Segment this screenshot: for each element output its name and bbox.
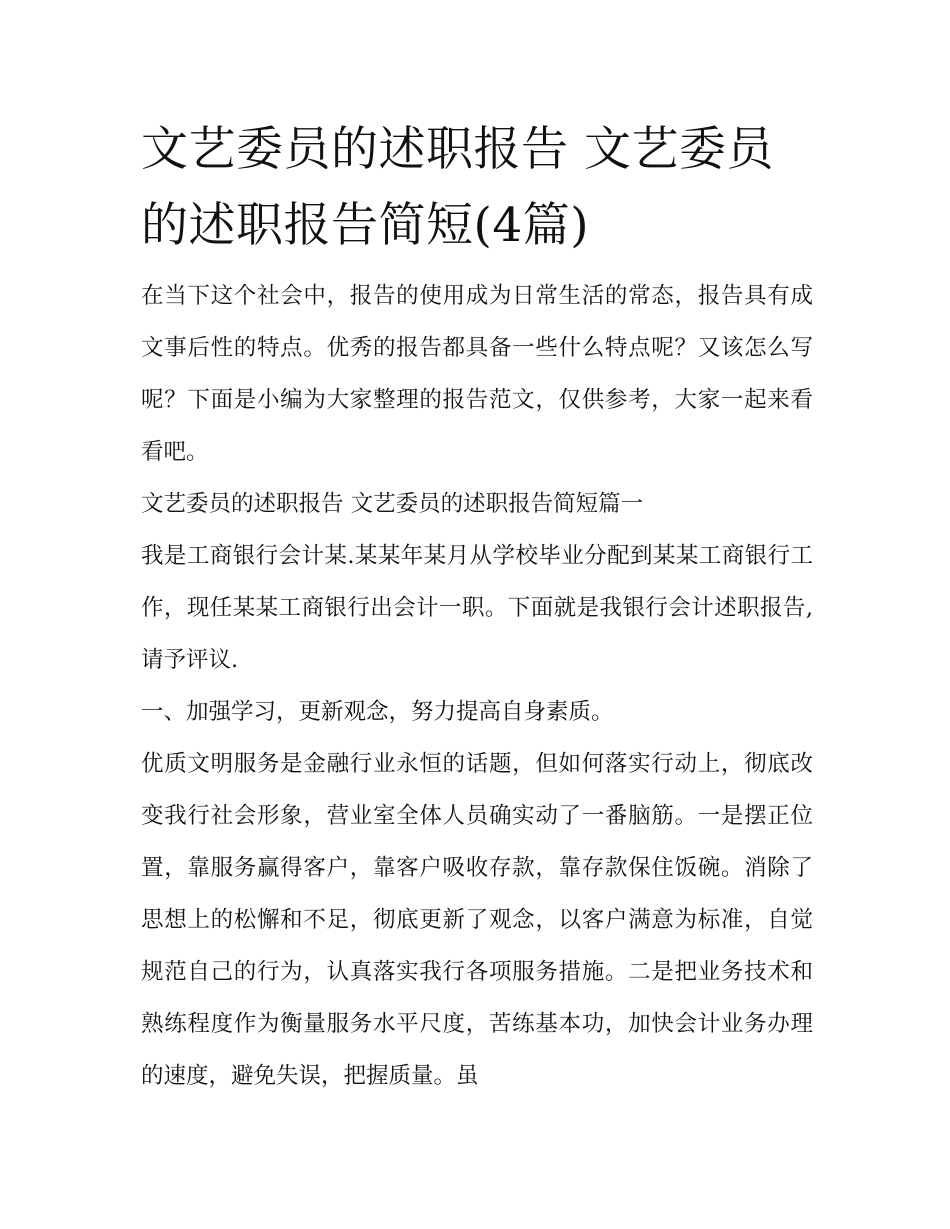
body-paragraph: 优质文明服务是金融行业永恒的话题，但如何落实行动上，彻底改变我行社会形象，营业室全体人员确实动了一番脑筋。一是摆正位置，靠服务赢得客户，靠客户吸收存款，靠存款保住饭碗。消除了思想上的松懈和不足，彻底更新了观念，以客户满意为标准，自觉规范自己的行为，认真落实我行各项服务措施。二是把业务技术和熟练程度作为衡量服务水平尺度，苦练基本功，加快会计业务办理的速度，避免失误，把握质量。虽: [141, 751, 813, 1089]
body-paragraph: 我是工商银行会计某.某某年某月从学校毕业分配到某某工商银行工作，现任某某工商银行出会计一职。下面就是我银行会计述职报告,请予评议.: [141, 543, 813, 673]
intro-paragraph: 在当下这个社会中，报告的使用成为日常生活的常态，报告具有成文事后性的特点。优秀的报告都具备一些什么特点呢？又该怎么写呢？下面是小编为大家整理的报告范文，仅供参考，大家一起来看看吧。: [141, 283, 813, 465]
document-title: 文艺委员的述职报告 文艺委员的述职报告简短(4篇): [141, 122, 774, 253]
document-page: [141, 112, 813, 1102]
subsection-heading: 一、加强学习，更新观念，努力提高自身素质。: [141, 699, 614, 725]
section-heading: 文艺委员的述职报告 文艺委员的述职报告简短篇一: [141, 491, 644, 517]
